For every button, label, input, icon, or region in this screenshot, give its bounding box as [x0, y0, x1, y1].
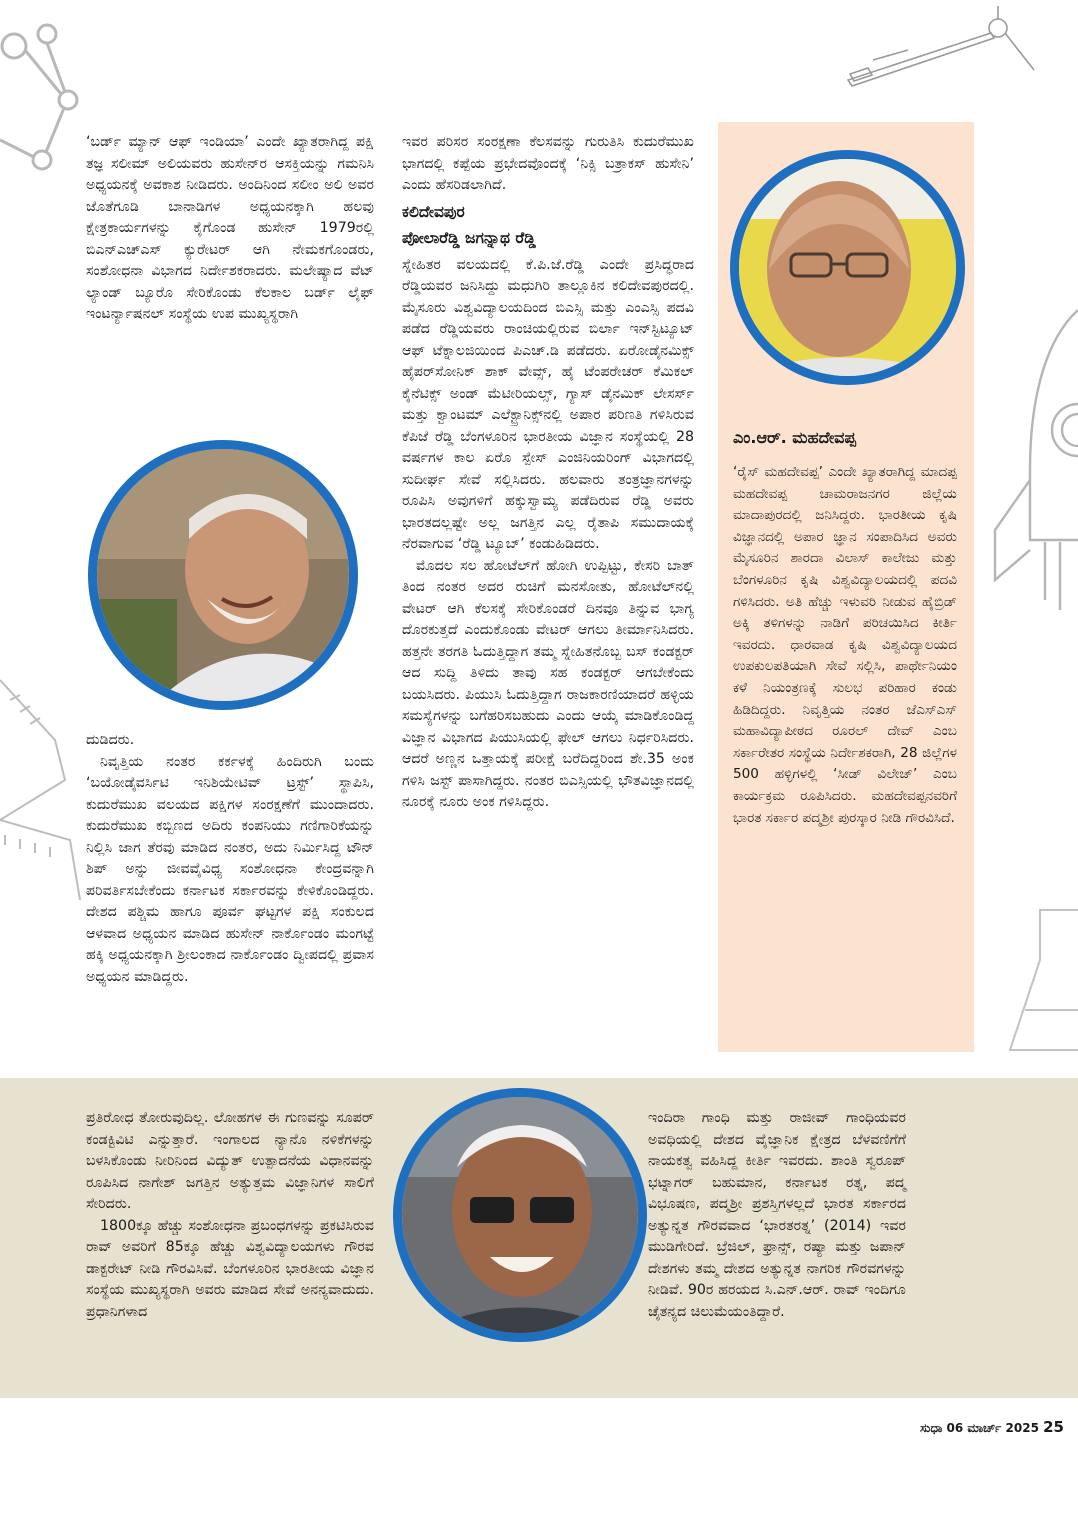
portrait-photo-cnr-rao — [393, 1088, 647, 1342]
bottom-right-column — [648, 1108, 906, 1323]
body-paragraph: ಇಂದಿರಾ ಗಾಂಧಿ ಮತ್ತು ರಾಜೀವ್ ಗಾಂಧಿಯವರ ಅವಧಿಯಲ್ಲಿ ದೇಶದ ವೈಜ್ಞಾನಿಕ ಕ್ಷೇತ್ರದ ಬೆಳವಣಿಗೆಗೆ ನಾಯಕತ್ವ ವಹಿಸಿದ್ದ ಕೀರ್ತಿ ಇವರದು. ಶಾಂತಿ ಸ್ವರೂಪ್ ಭಟ್ನಾಗರ್ ಬಹುಮಾನ, ಕರ್ನಾಟಕ ರತ್ನ, ಪದ್ಮ ವಿಭೂಷಣ, ಪದ್ಮಶ್ರೀ ಪ್ರಶಸ್ತಿಗಳಲ್ಲದೆ ಭಾರತ ಸರ್ಕಾರದ ಅತ್ಯುನ್ನತ ಗೌರವವಾದ ‘ಭಾರತರತ್ನ’ (2014) ಇವರ ಮುಡಿಗೇರಿದೆ. ಬ್ರೆಜಿಲ್, ಫ್ರಾನ್ಸ್, ರಷ್ಯಾ ಮತ್ತು ಜಪಾನ್ ದೇಶಗಳು ತಮ್ಮ ದೇಶದ ಅತ್ಯುನ್ನತ ನಾಗರಿಕ ಗೌರವಗಳನ್ನು ನೀಡಿವೆ. 90ರ ಹರಯದ ಸಿ.ಎನ್.ಆರ್. ರಾವ್ ಇಂದಿಗೂ ಚೈತನ್ಯದ ಚಿಲುಮೆಯಂತಿದ್ದಾರೆ. — [648, 1110, 906, 1320]
compass-doodle-icon — [838, 0, 1038, 95]
portrait-cnr-rao-image — [402, 1097, 638, 1333]
section-heading — [402, 199, 694, 251]
flask-doodle-icon — [1000, 900, 1078, 1080]
column-1-top — [86, 132, 374, 326]
column-1-bottom — [86, 730, 374, 988]
section-heading-line2: ಪೋಲಾರೆಡ್ಡಿ ಜಗನ್ನಾಥ ರೆಡ್ಡಿ — [402, 228, 536, 247]
body-paragraph: ‘ಬರ್ಡ್ ಮ್ಯಾನ್ ಆಫ್ ಇಂಡಿಯಾ’ ಎಂದೇ ಖ್ಯಾತರಾಗಿದ್ದ ಪಕ್ಷಿ ತಜ್ಞ ಸಲೀಮ್ ಅಲಿಯವರು ಹುಸೇನ್‌ರ ಆಸಕ್ತಿಯನ್ನು ಗಮನಿಸಿ ಅಧ್ಯಯನಕ್ಕೆ ಅವಕಾಶ ನೀಡಿದರು. ಅಂದಿನಿಂದ ಸಲೀಂ ಅಲಿ ಅವರ ಜೊತೆಗೂಡಿ ಬಾನಾಡಿಗಳ ಅಧ್ಯಯನಕ್ಕಾಗಿ ಹಲವು ಕ್ಷೇತ್ರಕಾರ್ಯಗಳನ್ನು ಕೈಗೊಂಡ ಹುಸೇನ್ 1979ರಲ್ಲಿ ಬಿಎನ್‌ಎಚ್‌ಎಸ್ ಕ್ಯುರೇಟರ್ ಆಗಿ ನೇಮಕಗೊಂಡರು, ಸಂಶೋಧನಾ ವಿಭಾಗದ ನಿರ್ದೇಶಕರಾದರು. ಮಲೇಷ್ಯಾದ ವೆಟ್ ಲ್ಯಾಂಡ್ ಬ್ಯೂರೊ ಸೇರಿಕೊಂಡು ಕೆಲಕಾಲ ಬರ್ಡ್ ಲೈಫ್ ಇಂಟರ್ನ್ಯಾಷನಲ್ ಸಂಸ್ಥೆಯ ಉಪ ಮುಖ್ಯಸ್ಥರಾಗಿ — [86, 134, 374, 322]
body-paragraph: 1800ಕ್ಕೂ ಹೆಚ್ಚು ಸಂಶೋಧನಾ ಪ್ರಬಂಧಗಳನ್ನು ಪ್ರಕಟಿಸಿರುವ ರಾವ್ ಅವರಿಗೆ 85ಕ್ಕೂ ಹೆಚ್ಚು ವಿಶ್ವವಿದ್ಯಾಲಯಗಳು ಗೌರವ ಡಾಕ್ಟರೇಟ್ ನೀಡಿ ಗೌರವಿಸಿವೆ. ಬೆಂಗಳೂರಿನ ಭಾರತೀಯ ವಿಜ್ಞಾನ ಸಂಸ್ಥೆಯ ಮುಖ್ಯಸ್ಥರಾಗಿ ಅವರು ಮಾಡಿದ ಸೇವೆ ಅನನ್ಯವಾದುದು. ಪ್ರಧಾನಿಗಳಾದ — [86, 1217, 374, 1320]
body-paragraph: ಪ್ರತಿರೋಧ ತೋರುವುದಿಲ್ಲ. ಲೋಹಗಳ ಈ ಗುಣವನ್ನು ಸೂಪರ್ ಕಂಡಕ್ಟಿವಿಟಿ ಎನ್ನುತ್ತಾರೆ. ಇಂಗಾಲದ ನ್ಯಾನೊ ನಳಿಕೆಗಳನ್ನು ಬಳಸಿಕೊಂಡು ನೀರಿನಿಂದ ವಿದ್ಯುತ್ ಉತ್ಪಾದನೆಯ ವಿಧಾನವನ್ನು ರೂಪಿಸಿದ ನಾಗೇಶ್ ಜಗತ್ತಿನ ಅತ್ಯುತ್ತಮ ವಿಜ್ಞಾನಿಗಳ ಸಾಲಿಗೆ ಸೇರಿದರು. — [86, 1110, 374, 1212]
portrait-hussain-image — [97, 449, 349, 701]
body-paragraph: ‘ರೈಸ್ ಮಹದೇವಪ್ಪ’ ಎಂದೇ ಖ್ಯಾತರಾಗಿದ್ದ ಮಾದಪ್ಪ ಮಹದೇವಪ್ಪ ಚಾಮರಾಜನಗರ ಜಿಲ್ಲೆಯ ಮಾದಾಪುರದಲ್ಲಿ ಜನಿಸಿದ್ದರು. ಭಾರತೀಯ ಕೃಷಿ ವಿಜ್ಞಾನದಲ್ಲಿ ಅಪಾರ ಜ್ಞಾನ ಸಂಪಾದಿಸಿದ ಅವರು ಮೈಸೂರಿನ ಶಾರದಾ ವಿಲಾಸ್ ಕಾಲೇಜು ಮತ್ತು ಬೆಂಗಳೂರಿನ ಕೃಷಿ ವಿಶ್ವವಿದ್ಯಾಲಯದಲ್ಲಿ ಪದವಿ ಗಳಿಸಿದರು. ಅತಿ ಹೆಚ್ಚು ಇಳುವರಿ ನೀಡುವ ಹೈಬ್ರಿಡ್ ಅಕ್ಕಿ ತಳಿಗಳನ್ನು ನಾಡಿಗೆ ಪರಿಚಯಿಸಿದ ಕೀರ್ತಿ ಇವರದು. ಧಾರವಾಡ ಕೃಷಿ ವಿಶ್ವವಿದ್ಯಾಲಯದ ಉಪಕುಲಪತಿಯಾಗಿ ಸೇವೆ ಸಲ್ಲಿಸಿ, ಪಾರ್ಥೇನಿಯಂ ಕಳೆ ನಿಯಂತ್ರಣಕ್ಕೆ ಸುಲಭ ಪರಿಹಾರ ಕಂಡು ಹಿಡಿದಿದ್ದರು. ನಿವೃತ್ತಿಯ ನಂತರ ಜೆಎಸ್‌ಎಸ್ ಮಹಾವಿದ್ಯಾಪೀಠದ ರೂರಲ್ ದೇವ್ ಎಂಬ ಸರ್ಕಾರೇತರ ಸಂಸ್ಥೆಯ ನಿರ್ದೇಶಕರಾಗಿ, 28 ಜಿಲ್ಲೆಗಳ 500 ಹಳ್ಳಿಗಳಲ್ಲಿ ‘ಸೀಡ್ ವಿಲೇಜ್’ ಎಂಬ ಕಾರ್ಯಕ್ರಮ ರೂಪಿಸಿದರು. ಮಹದೇವಪ್ಪನವರಿಗೆ ಭಾರತ ಸರ್ಕಾರ ಪದ್ಮಶ್ರೀ ಪುರಸ್ಕಾರ ನೀಡಿ ಗೌರವಿಸಿದೆ. — [733, 464, 957, 826]
body-paragraph: ಸ್ನೇಹಿತರ ವಲಯದಲ್ಲಿ ಕೆ.ಪಿ.ಜೆ.ರೆಡ್ಡಿ ಎಂದೇ ಪ್ರಸಿದ್ಧರಾದ ರೆಡ್ಡಿಯವರ ಜನಿಸಿದ್ದು ಮಧುಗಿರಿ ತಾಲ್ಲೂಕಿನ ಕಲಿದೇವಪುರದಲ್ಲಿ. ಮೈಸೂರು ವಿಶ್ವವಿದ್ಯಾಲಯದಿಂದ ಬಿಎಸ್ಸಿ ಮತ್ತು ಎಂಎಸ್ಸಿ ಪದವಿ ಪಡೆದ ರೆಡ್ಡಿಯವರು ರಾಂಚಿಯಲ್ಲಿರುವ ಬಿರ್ಲಾ ಇನ್‌ಸ್ಟಿಟ್ಯೂಟ್ ಆಫ್ ಟೆಕ್ನಾಲಜಿಯಿಂದ ಪಿಎಚ್.ಡಿ ಪಡೆದರು. ಏರೋಡೈನಮಿಕ್ಸ್ ಹೈಪರ್‌ಸೋನಿಕ್ ಶಾಕ್ ವೇವ್ಸ್, ಹೈ ಟೆಂಪರೇಚರ್ ಕೆಮಿಕಲ್ ಕೈನೆಟಿಕ್ಸ್ ಅಂಡ್ ಮೆಟೀರಿಯಲ್ಸ್, ಗ್ಯಾಸ್ ಡೈನಮಿಕ್ ಲೇಸರ್ಸ್ ಮತ್ತು ಕ್ವಾಂಟಮ್ ಎಲೆಕ್ಟ್ರಾನಿಕ್ಸ್‌ನಲ್ಲಿ ಅಪಾರ ಪರಿಣತಿ ಗಳಿಸಿರುವ ಕೆಪಿಜೆ ರೆಡ್ಡಿ ಬೆಂಗಳೂರಿನ ಭಾರತೀಯ ವಿಜ್ಞಾನ ಸಂಸ್ಥೆಯಲ್ಲಿ 28 ವರ್ಷಗಳ ಕಾಲ ಏರೊ ಸ್ಪೇಸ್ ಎಂಜಿನಿಯರಿಂಗ್ ವಿಭಾಗದಲ್ಲಿ ಸುದೀರ್ಘ ಸೇವೆ ಸಲ್ಲಿಸಿದರು. ಹಲವಾರು ತಂತ್ರಜ್ಞಾನಗಳನ್ನು ರೂಪಿಸಿ ಅವುಗಳಿಗೆ ಹಕ್ಕುಸ್ವಾಮ್ಯ ಪಡೆದಿರುವ ರೆಡ್ಡಿ ಅವರು ಭಾರತದಲ್ಲಷ್ಟೇ ಅಲ್ಲ ಜಗತ್ತಿನ ಎಲ್ಲ ರೈತಾಪಿ ಸಮುದಾಯಕ್ಕೆ ನೆರವಾಗುವ ‘ರೆಡ್ಡಿ ಟ್ಯೂಬ್’ ಕಂಡುಹಿಡಿದರು. — [402, 256, 694, 552]
page-number: 25 — [1043, 1418, 1064, 1436]
body-paragraph: ನಿವೃತ್ತಿಯ ನಂತರ ಕರ್ಕಳಕ್ಕೆ ಹಿಂದಿರುಗಿ ಬಂದು ‘ಬಯೋಡೈವರ್ಸಿಟಿ ಇನಿಶಿಯೇಟಿವ್ ಟ್ರಸ್ಟ್’ ಸ್ಥಾಪಿಸಿ, ಕುದುರೆಮುಖ ವಲಯದ ಪಕ್ಷಿಗಳ ಸಂರಕ್ಷಣೆಗೆ ಮುಂದಾದರು. ಕುದುರೆಮುಖ ಕಬ್ಬಿಣದ ಅದಿರು ಕಂಪನಿಯು ಗಣಿಗಾರಿಕೆಯನ್ನು ನಿಲ್ಲಿಸಿ ಜಾಗ ತೆರವು ಮಾಡಿದ ನಂತರ, ಅದು ನಿರ್ಮಿಸಿದ್ದ ಟೌನ್ ಶಿಪ್ ಅನ್ನು ಜೀವವೈವಿಧ್ಯ ಸಂಶೋಧನಾ ಕೇಂದ್ರವನ್ನಾಗಿ ಪರಿವರ್ತಿಸಬೇಕೆಂದು ಕರ್ನಾಟಕ ಸರ್ಕಾರವನ್ನು ಕೇಳಿಕೊಂಡಿದ್ದರು. ದೇಶದ ಪಶ್ಚಿಮ ಹಾಗೂ ಪೂರ್ವ ಘಟ್ಟಗಳ ಪಕ್ಷಿ ಸಂಕುಲದ ಆಳವಾದ ಅಧ್ಯಯನ ಮಾಡಿದ ಹುಸೇನ್ ನಾರ್ಕೊಂಡಂ ಮಂಗಟ್ಟೆ ಹಕ್ಕಿ ಅಧ್ಯಯನಕ್ಕಾಗಿ ಶ್ರೀಲಂಕಾದ ನಾರ್ಕೊಂಡಂ ದ್ವೀಪದಲ್ಲಿ ಪ್ರವಾಸ ಅಧ್ಯಯನ ಮಾಡಿದ್ದರು. — [86, 753, 374, 985]
ruler-doodle-icon — [0, 640, 90, 900]
portrait-photo-mahadevappa — [730, 150, 965, 385]
footer-date: 06 ಮಾರ್ಚ್ 2025 — [946, 1421, 1039, 1435]
bottom-left-column — [86, 1108, 374, 1323]
rocket-doodle-icon — [975, 280, 1078, 610]
portrait-mahadevappa-image — [739, 159, 956, 376]
sidebar-name-heading: ಎಂ.ಆರ್. ಮಹದೇವಪ್ಪ — [733, 428, 856, 447]
footer-magazine: ಸುಧಾ — [920, 1421, 943, 1435]
body-paragraph: ದುಡಿದರು. — [86, 732, 135, 748]
body-paragraph: ಮೊದಲ ಸಲ ಹೋಟೆಲ್‌ಗೆ ಹೋಗಿ ಉಪ್ಪಿಟ್ಟು, ಕೇಸರಿ ಬಾತ್ ತಿಂದ ನಂತರ ಅದರ ರುಚಿಗೆ ಮನಸೋತು, ಹೋಟೆಲ್‌ನಲ್ಲಿ ವೇಟರ್ ಆಗಿ ಕೆಲಸಕ್ಕೆ ಸೇರಿಕೊಂಡರೆ ದಿನವೂ ತಿನ್ನುವ ಭಾಗ್ಯ ದೊರಕುತ್ತದೆ ಎಂದುಕೊಂಡು ವೇಟರ್ ಆಗಲು ತೀರ್ಮಾನಿಸಿದರು. ಹತ್ತನೇ ತರಗತಿ ಓದುತ್ತಿದ್ದಾಗ ತಮ್ಮ ಸ್ನೇಹಿತನೊಬ್ಬ ಬಸ್ ಕಂಡಕ್ಟರ್ ಆದ ಸುದ್ದಿ ತಿಳಿದು ತಾವು ಸಹ ಕಂಡಕ್ಟರ್ ಆಗಬೇಕೆಂದು ಬಯಸಿದರು. ಪಿಯುಸಿ ಓದುತ್ತಿದ್ದಾಗ ರಾಜಕಾರಣಿಯಾದರೆ ಹಳ್ಳಿಯ ಸಮಸ್ಯೆಗಳನ್ನು ಬಗೆಹರಿಸಬಹುದು ಎಂದು ಆಯ್ಕೆ ಮಾಡಿಕೊಂಡಿದ್ದ ವಿಜ್ಞಾನ ವಿಭಾಗದ ಪಿಯುಸಿಯಲ್ಲಿ ಫೇಲ್ ಆಗಲು ನಿರ್ಧರಿಸಿದರು. ಆದರೆ ಅಣ್ಣನ ಒತ್ತಾಯಕ್ಕೆ ಪರೀಕ್ಷೆ ಬರೆದಿದ್ದರಿಂದ ಶೇ.35 ಅಂಕ ಗಳಿಸಿ ಜಸ್ಟ್ ಪಾಸಾಗಿದ್ದರು. ನಂತರ ಬಿಎಸ್ಸಿಯಲ್ಲಿ ಭೌತವಿಜ್ಞಾನದಲ್ಲಿ ನೂರಕ್ಕೆ ನೂರು ಅಂಕ ಗಳಿಸಿದ್ದರು. — [402, 557, 694, 810]
column-2 — [402, 132, 694, 814]
portrait-photo-hussain — [88, 440, 358, 710]
page-footer — [920, 1418, 1064, 1436]
body-paragraph: ಇವರ ಪರಿಸರ ಸಂರಕ್ಷಣಾ ಕೆಲಸವನ್ನು ಗುರುತಿಸಿ ಕುದುರೆಮುಖ ಭಾಗದಲ್ಲಿ ಕಪ್ಪೆಯ ಪ್ರಭೇದವೊಂದಕ್ಕೆ ‘ನಿಕ್ಸಿ ಬತ್ರಾಕಸ್ ಹುಸೇನಿ’ ಎಂದು ಹೆಸರಿಡಲಾಗಿದೆ. — [402, 134, 694, 193]
section-heading-line1: ಕಲಿದೇವಪುರ — [402, 202, 465, 221]
sidebar-text — [733, 462, 957, 829]
